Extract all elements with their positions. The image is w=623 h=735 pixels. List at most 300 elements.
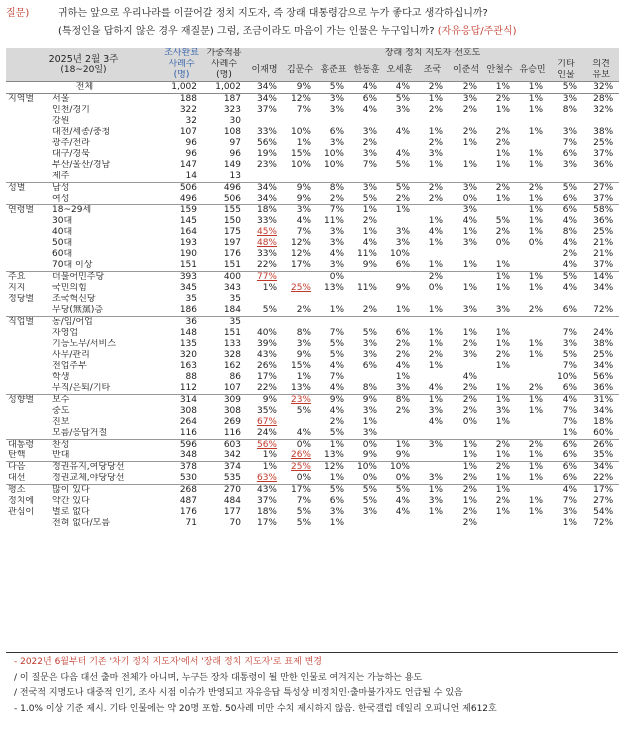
weighted-count: 162 [223,360,241,371]
table-row [6,138,619,149]
table-row [6,328,619,339]
percent-cell [516,328,549,339]
percent-cell: 5% [296,518,311,529]
survey-count: 32 [185,115,197,126]
percent-cell: 3% [428,148,443,159]
percent-cell: 25% [593,349,614,360]
percent-cell: 34% [246,93,283,104]
row-label: 자영업 [52,327,79,338]
percent-cell: 11% [356,283,377,294]
survey-count: 88 [185,371,197,382]
percent-cell [483,249,516,260]
row-group [6,339,51,350]
percent-cell: 4% [562,216,577,227]
weighted-count: 96 [229,148,241,159]
percent-cell: 3% [462,238,477,249]
percent-cell: 2% [528,305,543,316]
percent-cell: 15% [290,148,311,159]
percent-cell: 35% [593,450,614,461]
percent-cell: 1% [483,82,516,94]
row-label: 전체 [6,82,161,94]
percent-cell [416,249,449,260]
table-row [6,249,619,260]
percent-cell: 4% [362,104,377,115]
weighted-count: 197 [223,238,241,249]
weighted-count: 323 [223,104,241,115]
percent-cell [516,116,549,127]
percent-cell [449,361,483,372]
percent-cell: 1% [416,485,449,496]
percent-cell: 1% [449,439,483,450]
percent-cell: 5% [296,405,311,416]
percent-cell: 1% [462,327,477,338]
percent-cell: 1% [462,260,477,271]
percent-cell: 1% [246,462,283,473]
percent-cell [549,116,583,127]
percent-cell: 3% [562,507,577,518]
row-group [6,260,51,271]
percent-cell: 7% [562,360,577,371]
percent-cell: 4% [549,485,583,496]
percent-cell: 21% [593,238,614,249]
percent-cell: 1% [362,227,377,238]
survey-count: 116 [179,427,197,438]
percent-cell: 48% [256,238,277,249]
percent-cell: 1% [350,205,383,216]
percent-cell: 5% [562,349,577,360]
percent-cell: 5% [549,182,583,193]
weighted-count: 342 [223,450,241,461]
row-group: 직업별 [6,317,51,328]
percent-cell: 8% [362,382,377,393]
percent-cell: 36% [593,216,614,227]
percent-cell: 25% [593,137,614,148]
weighted-count: 603 [202,439,246,450]
row-label: 조국혁신당 [52,294,96,305]
percent-cell: 6% [562,305,577,316]
percent-cell: 1% [528,405,543,416]
candidate-header: 오세훈 [383,59,416,82]
candidate-header: 이재명 [246,59,283,82]
table-row [6,496,619,507]
percent-cell: 37% [593,148,614,159]
row-label: 별로 없다 [52,507,90,518]
survey-count: 487 [179,496,197,507]
percent-cell [449,428,483,439]
percent-cell: 11% [323,216,344,227]
row-group [6,227,51,238]
row-label: 전업주부 [52,360,87,371]
candidate-header: 안철수 [483,59,516,82]
survey-date-header [6,48,161,82]
candidate-header: 홍준표 [317,59,350,82]
percent-cell: 3% [329,260,344,271]
percent-cell: 2% [462,126,477,137]
percent-cell: 3% [416,439,449,450]
table-row [6,406,619,417]
percent-cell: 2% [462,473,477,484]
table-row [6,350,619,361]
percent-cell: 6% [549,205,583,216]
percent-cell: 10% [290,159,311,170]
percent-cell: 1% [528,349,543,360]
percent-cell: 10% [323,148,344,159]
percent-cell: 5% [383,485,416,496]
survey-count: 36 [161,317,202,328]
percent-cell: 9% [246,394,283,405]
weighted-count: 484 [223,496,241,507]
percent-cell: 1% [483,394,516,405]
percent-cell [483,116,516,127]
weighted-count: 116 [223,427,241,438]
percent-cell: 1% [428,159,443,170]
percent-cell [516,518,549,529]
percent-cell: 2% [516,182,549,193]
percent-cell: 33% [256,216,277,227]
percent-cell: 7% [562,405,577,416]
percent-cell [416,294,449,305]
percent-cell: 1% [383,439,416,450]
weighted-count-header-2: 사례수 [202,59,246,70]
row-group [6,361,51,372]
survey-count: 320 [179,349,197,360]
percent-cell: 4% [562,260,577,271]
weighted-count: 374 [202,462,246,473]
percent-cell: 2% [483,439,516,450]
percent-cell [483,294,516,305]
percent-cell: 10% [389,249,410,260]
weighted-count-unit: (명) [202,70,246,82]
row-group [6,518,51,529]
percent-cell: 1% [516,272,549,283]
percent-cell [449,272,483,283]
percent-cell: 3% [329,238,344,249]
survey-date: 2025년 2월 3주 [48,53,119,65]
survey-count: 348 [179,450,197,461]
row-group: 대통령 [6,439,51,450]
row-label: 무당(無黨)층 [52,305,104,316]
percent-cell: 18% [246,205,283,216]
other-header: 기타 [549,59,583,70]
table-row [6,116,619,127]
row-group [6,194,51,205]
survey-count: 186 [179,305,197,316]
percent-cell: 0% [317,272,350,283]
table-row [6,283,619,294]
percent-cell: 7% [329,327,344,338]
percent-cell [416,116,449,127]
percent-cell: 4% [428,227,443,238]
percent-cell: 3% [362,349,377,360]
percent-cell [583,116,619,127]
percent-cell [383,138,416,149]
percent-cell: 1% [495,473,510,484]
table-row [6,507,619,518]
percent-cell [246,116,283,127]
percent-cell: 34% [246,182,283,193]
percent-cell [516,428,549,439]
row-group [6,116,51,127]
percent-cell: 1% [562,427,577,438]
percent-cell [449,294,483,305]
percent-cell: 6% [329,496,344,507]
row-group: 지지 [8,283,26,294]
percent-cell: 0% [462,193,477,204]
percent-cell: 4% [428,416,443,427]
row-group [6,127,51,138]
percent-cell: 1% [495,148,510,159]
percent-cell [416,518,449,529]
table-row [6,227,619,238]
percent-cell: 2% [362,137,377,148]
row-label: 더불어민주당 [51,272,161,283]
percent-cell: 34% [256,193,277,204]
percent-cell: 21% [593,249,614,260]
percent-cell: 5% [395,159,410,170]
percent-cell: 2% [516,439,549,450]
row-group [6,372,51,383]
row-label: 서울 [51,93,161,104]
survey-count: 14 [185,170,197,181]
percent-cell: 10% [383,462,416,473]
percent-cell: 4% [395,496,410,507]
percent-cell: 19% [256,148,277,159]
percent-cell [516,138,549,149]
percent-cell: 24% [593,327,614,338]
table-row [6,294,619,305]
percent-cell: 72% [593,305,614,316]
survey-count: 530 [179,473,197,484]
table-row [6,450,619,461]
notes [14,655,497,717]
row-group: 성향별 [6,394,51,405]
percent-cell: 1% [329,305,344,316]
percent-cell: 17% [256,371,277,382]
percent-cell: 7% [296,227,311,238]
percent-cell: 1% [495,104,510,115]
percent-cell [416,171,449,182]
percent-cell: 37% [593,193,614,204]
percent-cell: 7% [296,104,311,115]
percent-cell: 32% [583,82,619,94]
percent-cell: 1% [495,416,510,427]
row-label: 반대 [52,450,70,461]
weighted-count: 108 [223,126,241,137]
percent-cell: 12% [317,462,350,473]
percent-cell: 9% [362,450,377,461]
table-row [6,272,619,283]
percent-cell [350,372,383,383]
survey-count: 496 [179,193,197,204]
percent-cell: 34% [246,82,283,94]
percent-cell [583,171,619,182]
percent-cell: 4% [296,216,311,227]
percent-cell: 3% [562,159,577,170]
percent-cell: 1% [428,360,443,371]
percent-cell [383,417,416,428]
weighted-count: 343 [223,283,241,294]
percent-cell: 9% [296,193,311,204]
percent-cell: 6% [562,148,577,159]
row-group: 연령별 [6,205,51,216]
percent-cell: 1% [528,193,543,204]
percent-cell: 1% [416,394,449,405]
percent-cell [416,428,449,439]
percent-cell: 2% [483,182,516,193]
percent-cell: 1% [495,338,510,349]
percent-cell: 9% [350,394,383,405]
percent-cell: 12% [290,238,311,249]
weighted-count: 269 [223,416,241,427]
survey-count: 35 [185,294,197,305]
percent-cell [549,294,583,305]
row-label: 중도 [52,405,70,416]
row-label: 남성 [51,182,161,193]
percent-cell: 12% [283,93,317,104]
percent-cell: 1% [495,283,510,294]
row-group [6,149,51,160]
percent-cell: 5% [362,193,377,204]
percent-cell [483,518,516,529]
row-label: 사무/관리 [52,349,90,360]
percent-cell: 4% [296,427,311,438]
row-group [6,305,51,316]
percent-cell: 1% [462,450,477,461]
percent-cell: 67% [256,416,277,427]
percent-cell: 10% [323,159,344,170]
row-group [6,428,51,439]
table-row [6,417,619,428]
percent-cell: 14% [583,272,619,283]
survey-count: 596 [161,439,202,450]
weighted-count: 151 [223,327,241,338]
percent-cell: 18% [593,416,614,427]
percent-cell: 5% [329,349,344,360]
row-label: 대구/경북 [52,148,90,159]
percent-cell: 1% [516,394,549,405]
percent-cell: 1% [516,93,549,104]
percent-cell: 40% [256,327,277,338]
percent-cell: 6% [329,126,344,137]
row-label: 학생 [52,371,70,382]
survey-count: 147 [179,159,197,170]
percent-cell: 2% [362,216,377,227]
table-row [6,428,619,439]
percent-cell: 1% [528,283,543,294]
percent-cell: 8% [562,227,577,238]
row-group: 대선 [8,473,26,484]
percent-cell: 2% [562,249,577,260]
percent-cell: 3% [362,405,377,416]
percent-cell: 25% [283,462,317,473]
percent-cell: 2% [428,349,443,360]
percent-cell: 22% [256,260,277,271]
percent-cell: 1% [528,126,543,137]
percent-cell [449,317,483,328]
row-group [6,249,51,260]
percent-cell [549,317,583,328]
percent-cell: 0% [495,238,510,249]
row-group: 정치에 [8,496,35,507]
table-body [6,82,619,530]
percent-cell: 9% [296,349,311,360]
percent-cell: 8% [562,104,577,115]
percent-cell: 1% [449,462,483,473]
row-label: 70대 이상 [52,260,93,271]
row-group [6,105,51,116]
percent-cell: 23% [256,159,277,170]
percent-cell: 3% [362,148,377,159]
survey-count: 107 [179,126,197,137]
survey-count: 176 [179,507,197,518]
row-label: 모름/응답거절 [52,427,108,438]
percent-cell: 1% [428,305,443,316]
percent-cell: 4% [395,360,410,371]
table-row [6,93,619,104]
percent-cell [383,294,416,305]
group-title: 장래 정치 지도자 선호도 [246,48,619,59]
table-row [6,149,619,160]
weighted-count: 86 [229,371,241,382]
percent-cell: 2% [495,227,510,238]
percent-cell: 2% [395,193,410,204]
percent-cell [549,171,583,182]
percent-cell: 32% [593,104,614,115]
percent-cell: 2% [395,405,410,416]
percent-cell: 0% [350,439,383,450]
percent-cell: 3% [296,338,311,349]
percent-cell [416,372,449,383]
percent-cell: 1% [296,137,311,148]
survey-count: 314 [161,394,202,405]
percent-cell: 2% [495,137,510,148]
percent-cell [283,171,317,182]
percent-cell: 7% [296,496,311,507]
percent-cell: 1% [483,272,516,283]
percent-cell: 0% [528,238,543,249]
survey-count: 148 [179,327,197,338]
row-label: 강원 [52,115,70,126]
row-label: 찬성 [51,439,161,450]
percent-cell: 6% [562,473,577,484]
percent-cell [483,428,516,439]
percent-cell: 3% [329,507,344,518]
table-row [6,473,619,484]
percent-cell: 1% [462,159,477,170]
percent-cell: 13% [290,382,311,393]
percent-cell: 27% [583,182,619,193]
percent-cell: 5% [296,507,311,518]
percent-cell: 2% [416,272,449,283]
candidate-header: 한동훈 [350,59,383,82]
table-row [6,439,619,450]
percent-cell: 3% [317,93,350,104]
percent-cell: 6% [395,327,410,338]
percent-cell: 2% [462,518,477,529]
survey-count: 151 [179,260,197,271]
table-row [6,372,619,383]
percent-cell: 38% [593,338,614,349]
percent-cell: 17% [290,260,311,271]
row-label: 40대 [52,227,73,238]
percent-cell [383,317,416,328]
row-label: 제주 [52,170,70,181]
weighted-count: 328 [223,349,241,360]
note-line: - 2022년 6월부터 기존 '차기 정치 지도자'에서 '장래 정치 지도자'로 표제 변경 [14,657,322,667]
percent-cell [383,216,416,227]
percent-cell: 2% [462,104,477,115]
percent-cell: 1% [428,238,443,249]
